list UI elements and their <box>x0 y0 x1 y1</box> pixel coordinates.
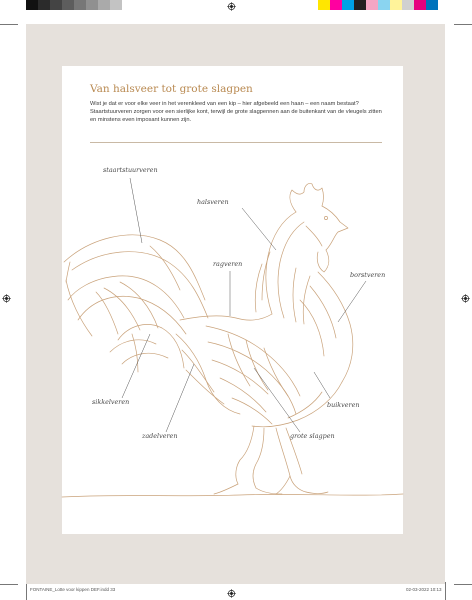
label-grote-slagpen: grote slagpen <box>290 432 335 440</box>
label-borstveren: borstveren <box>350 271 386 279</box>
label-halsveren: halsveren <box>197 198 229 206</box>
label-staartstuurveren: staartstuurveren <box>103 166 158 174</box>
label-sikkelveren: sikkelveren <box>92 398 130 406</box>
intro-paragraph: Wist je dat er voor elke veer in het verenkleed van een kip – hier afgebeeld een haan – een naam bestaat? Staartstuurveren zorgen voor een sierlijke kont, terwijl de grote slagpennen aan de buitenkant van de vleugels zitten en minstens even imposant kunnen zijn. <box>90 101 382 124</box>
page-title: Van halsveer tot grote slagpen <box>90 83 253 95</box>
label-buikveren: buikveren <box>327 401 360 409</box>
print-slug-date: 02-03-2022 10:13 <box>406 587 442 592</box>
label-zadelveren: zadelveren <box>142 432 178 440</box>
print-slug-filename: FONTAINE_Lotte voor kippen DEF.indd 33 <box>30 587 116 592</box>
label-ragveren: ragveren <box>213 260 243 268</box>
